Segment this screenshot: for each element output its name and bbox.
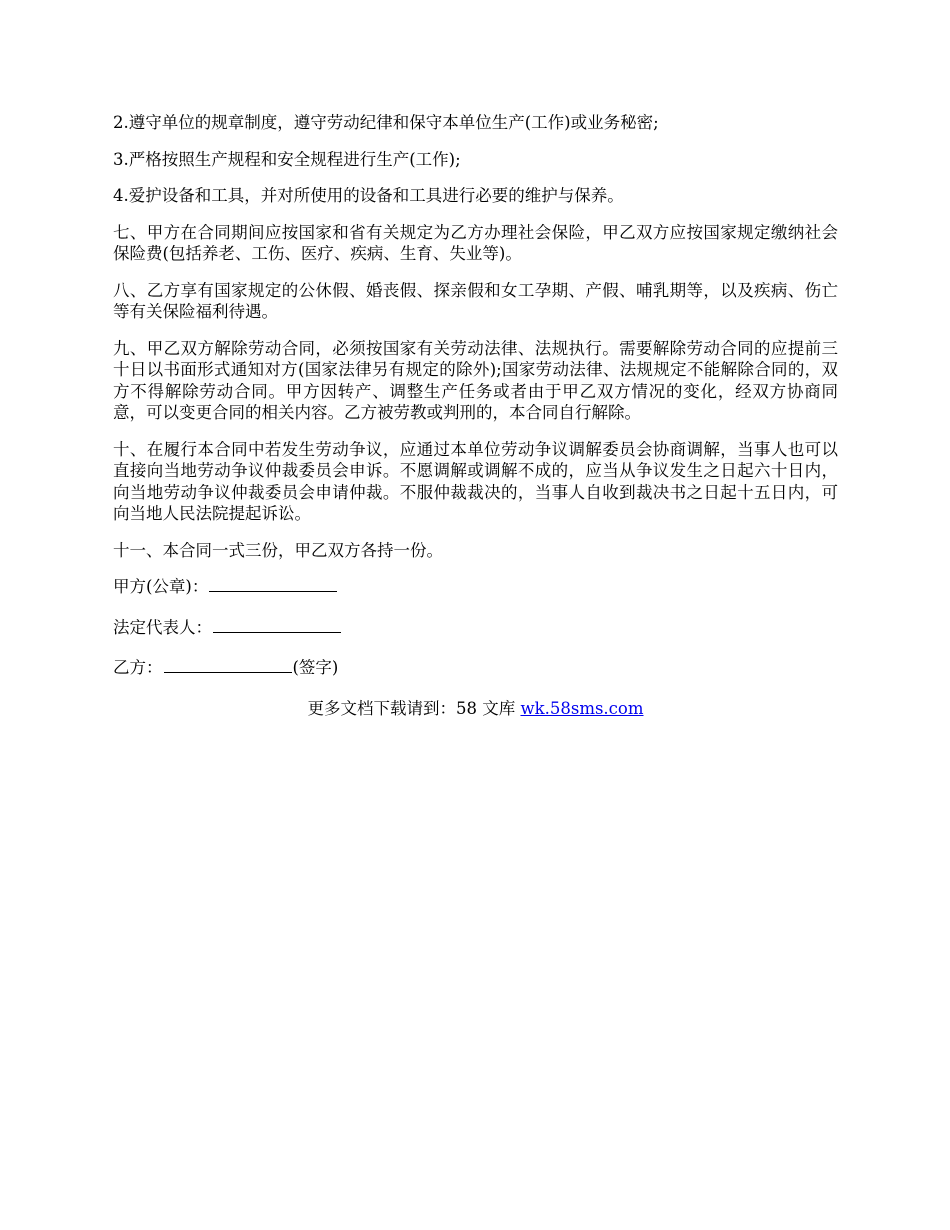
footer [113, 698, 838, 720]
party-b-signature-line [113, 657, 838, 679]
party-b-suffix: (签字) [292, 658, 339, 677]
party-b-blank[interactable] [164, 657, 292, 673]
clause-7-social-insurance: 七、甲方在合同期间应按国家和省有关规定为乙方办理社会保险，甲乙双方应按国家规定缴纳社会保险费(包括养老、工伤、医疗、疾病、生育、失业等)。 [113, 222, 838, 263]
legal-rep-blank[interactable] [213, 617, 341, 633]
legal-rep-signature-line [113, 617, 838, 639]
clause-8-leave-benefits: 八、乙方享有国家规定的公休假、婚丧假、探亲假和女工孕期、产假、哺乳期等，以及疾病、伤亡等有关保险福利待遇。 [113, 280, 838, 321]
clause-10-dispute: 十、在履行本合同中若发生劳动争议，应通过本单位劳动争议调解委员会协商调解，当事人也可以直接向当地劳动争议仲裁委员会申诉。不愿调解或调解不成的，应当从争议发生之日起六十日内，向当地劳动争议仲裁委员会申请仲裁。不服仲裁裁决的，当事人自收到裁决书之日起十五日内，可向当地人民法院提起诉讼。 [113, 439, 838, 523]
footer-link[interactable]: wk.58sms.com [520, 698, 644, 718]
legal-rep-label: 法定代表人： [113, 617, 212, 637]
clause-11-copies: 十一、本合同一式三份，甲乙双方各持一份。 [113, 540, 443, 560]
footer-text: 更多文档下载请到：58 文库 [307, 698, 521, 718]
clause-4: 4.爱护设备和工具，并对所使用的设备和工具进行必要的维护与保养。 [113, 186, 624, 205]
clause-2: 2.遵守单位的规章制度，遵守劳动纪律和保守本单位生产(工作)或业务秘密; [113, 113, 659, 132]
party-a-label: 甲方(公章)： [113, 577, 209, 596]
clause-9-termination: 九、甲乙双方解除劳动合同，必须按国家有关劳动法律、法规执行。需要解除劳动合同的应提前三十日以书面形式通知对方(国家法律另有规定的除外);国家劳动法律、法规规定不能解除合同的，双方不得解除劳动合同。甲方因转产、调整生产任务或者由于甲乙双方情况的变化，经双方协商同意，可以变更合同的相关内容。乙方被劳教或判刑的，本合同自行解除。 [113, 338, 838, 422]
party-a-signature-line [113, 576, 838, 598]
party-a-blank[interactable] [209, 576, 337, 592]
clause-3: 3.严格按照生产规程和安全规程进行生产(工作); [113, 149, 461, 169]
party-b-label: 乙方： [113, 658, 163, 677]
